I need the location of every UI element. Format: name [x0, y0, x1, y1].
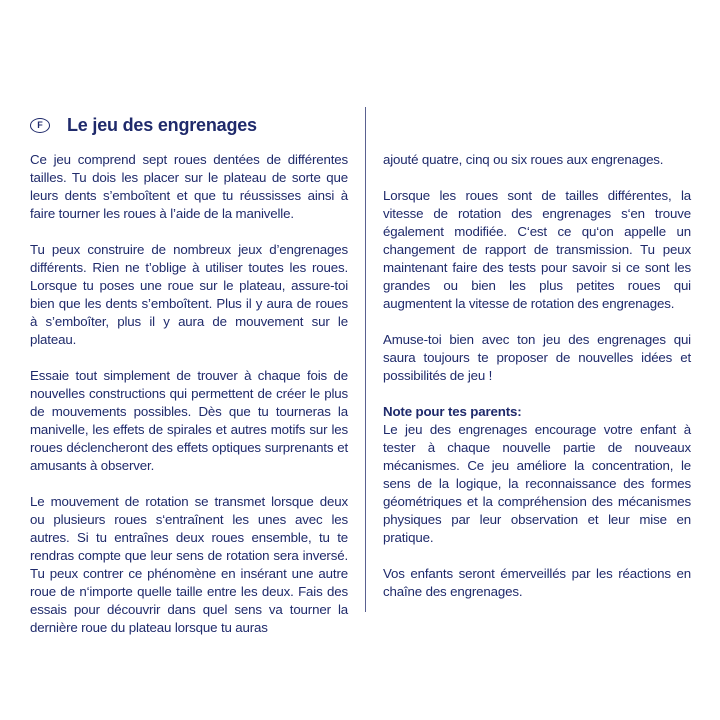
- parents-note-heading: Note pour tes parents:: [383, 404, 522, 419]
- paragraph-closing: Vos enfants seront émerveillés par les réactions en chaîne des engrenages.: [383, 566, 691, 599]
- paragraph-intro: Ce jeu comprend sept roues dentées de différentes tailles. Tu dois les placer sur le plateau de sorte que leurs dents s’emboîtent et que tu réussisses ainsi à faire tourner les roues à l’aide de la manivelle.: [30, 152, 348, 221]
- parents-note-body: Le jeu des engrenages encourage votre enfant à tester à chaque nouvelle partie de nouveaux mécanismes. Ce jeu améliore la concentration, le sens de la logique, la reconnaissance des formes géométriques et la compréhension des mécanismes physiques par leur observation et leur mise en pratique.: [383, 422, 691, 545]
- paragraph-rotation: Le mouvement de rotation se transmet lorsque deux ou plusieurs roues s‘entraînent les unes avec les autres. Si tu entraînes deux roues ensemble, tu te rendras compte que leur sens de rotation sera inversé. Tu peux contrer ce phénomène en insérant une autre roue de n‘importe quelle taille entre les deux. Fais des essais pour découvrir dans quel sens va tourner la dernière roue du plateau lorsque tu auras: [30, 494, 348, 635]
- paragraph-transmission: Lorsque les roues sont de tailles différentes, la vitesse de rotation des engrenages s‘en trouve également modifiée. C‘est ce qu‘on appelle un changement de rapport de transmission. Tu peux maintenant faire des tests pour savoir si ce sont les grandes ou bien les plus petites roues qui augmentent la vitesse de rotation des engrenages.: [383, 188, 691, 311]
- right-column: [383, 151, 691, 601]
- left-column: [30, 151, 348, 637]
- paragraph-have-fun: Amuse-toi bien avec ton jeu des engrenages qui saura toujours te proposer de nouvelles idées et possibilités de jeu !: [383, 332, 691, 383]
- column-divider: [365, 107, 366, 612]
- page-title: Le jeu des engrenages: [67, 115, 257, 135]
- language-badge: F: [30, 118, 50, 133]
- section-header: [30, 115, 257, 136]
- paragraph-construction: Tu peux construire de nombreux jeux d’engrenages différents. Rien ne t’oblige à utiliser toutes les roues. Lorsque tu poses une roue sur le plateau, assure-toi bien que les dents s’emboîtent. Plus il y aura de roues à s’emboîter, plus il y aura de mouvement sur le plateau.: [30, 242, 348, 347]
- parents-note: [383, 403, 691, 547]
- paragraph-effects: Essaie tout simplement de trouver à chaque fois de nouvelles constructions qui permettent de créer le plus de mouvements possibles. Dès que tu tourneras la manivelle, les effets de spirales et autres motifs sur les roues déclencheront des effets optiques surprenants et amusants à observer.: [30, 368, 348, 473]
- paragraph-continuation: ajouté quatre, cinq ou six roues aux engrenages.: [383, 152, 664, 167]
